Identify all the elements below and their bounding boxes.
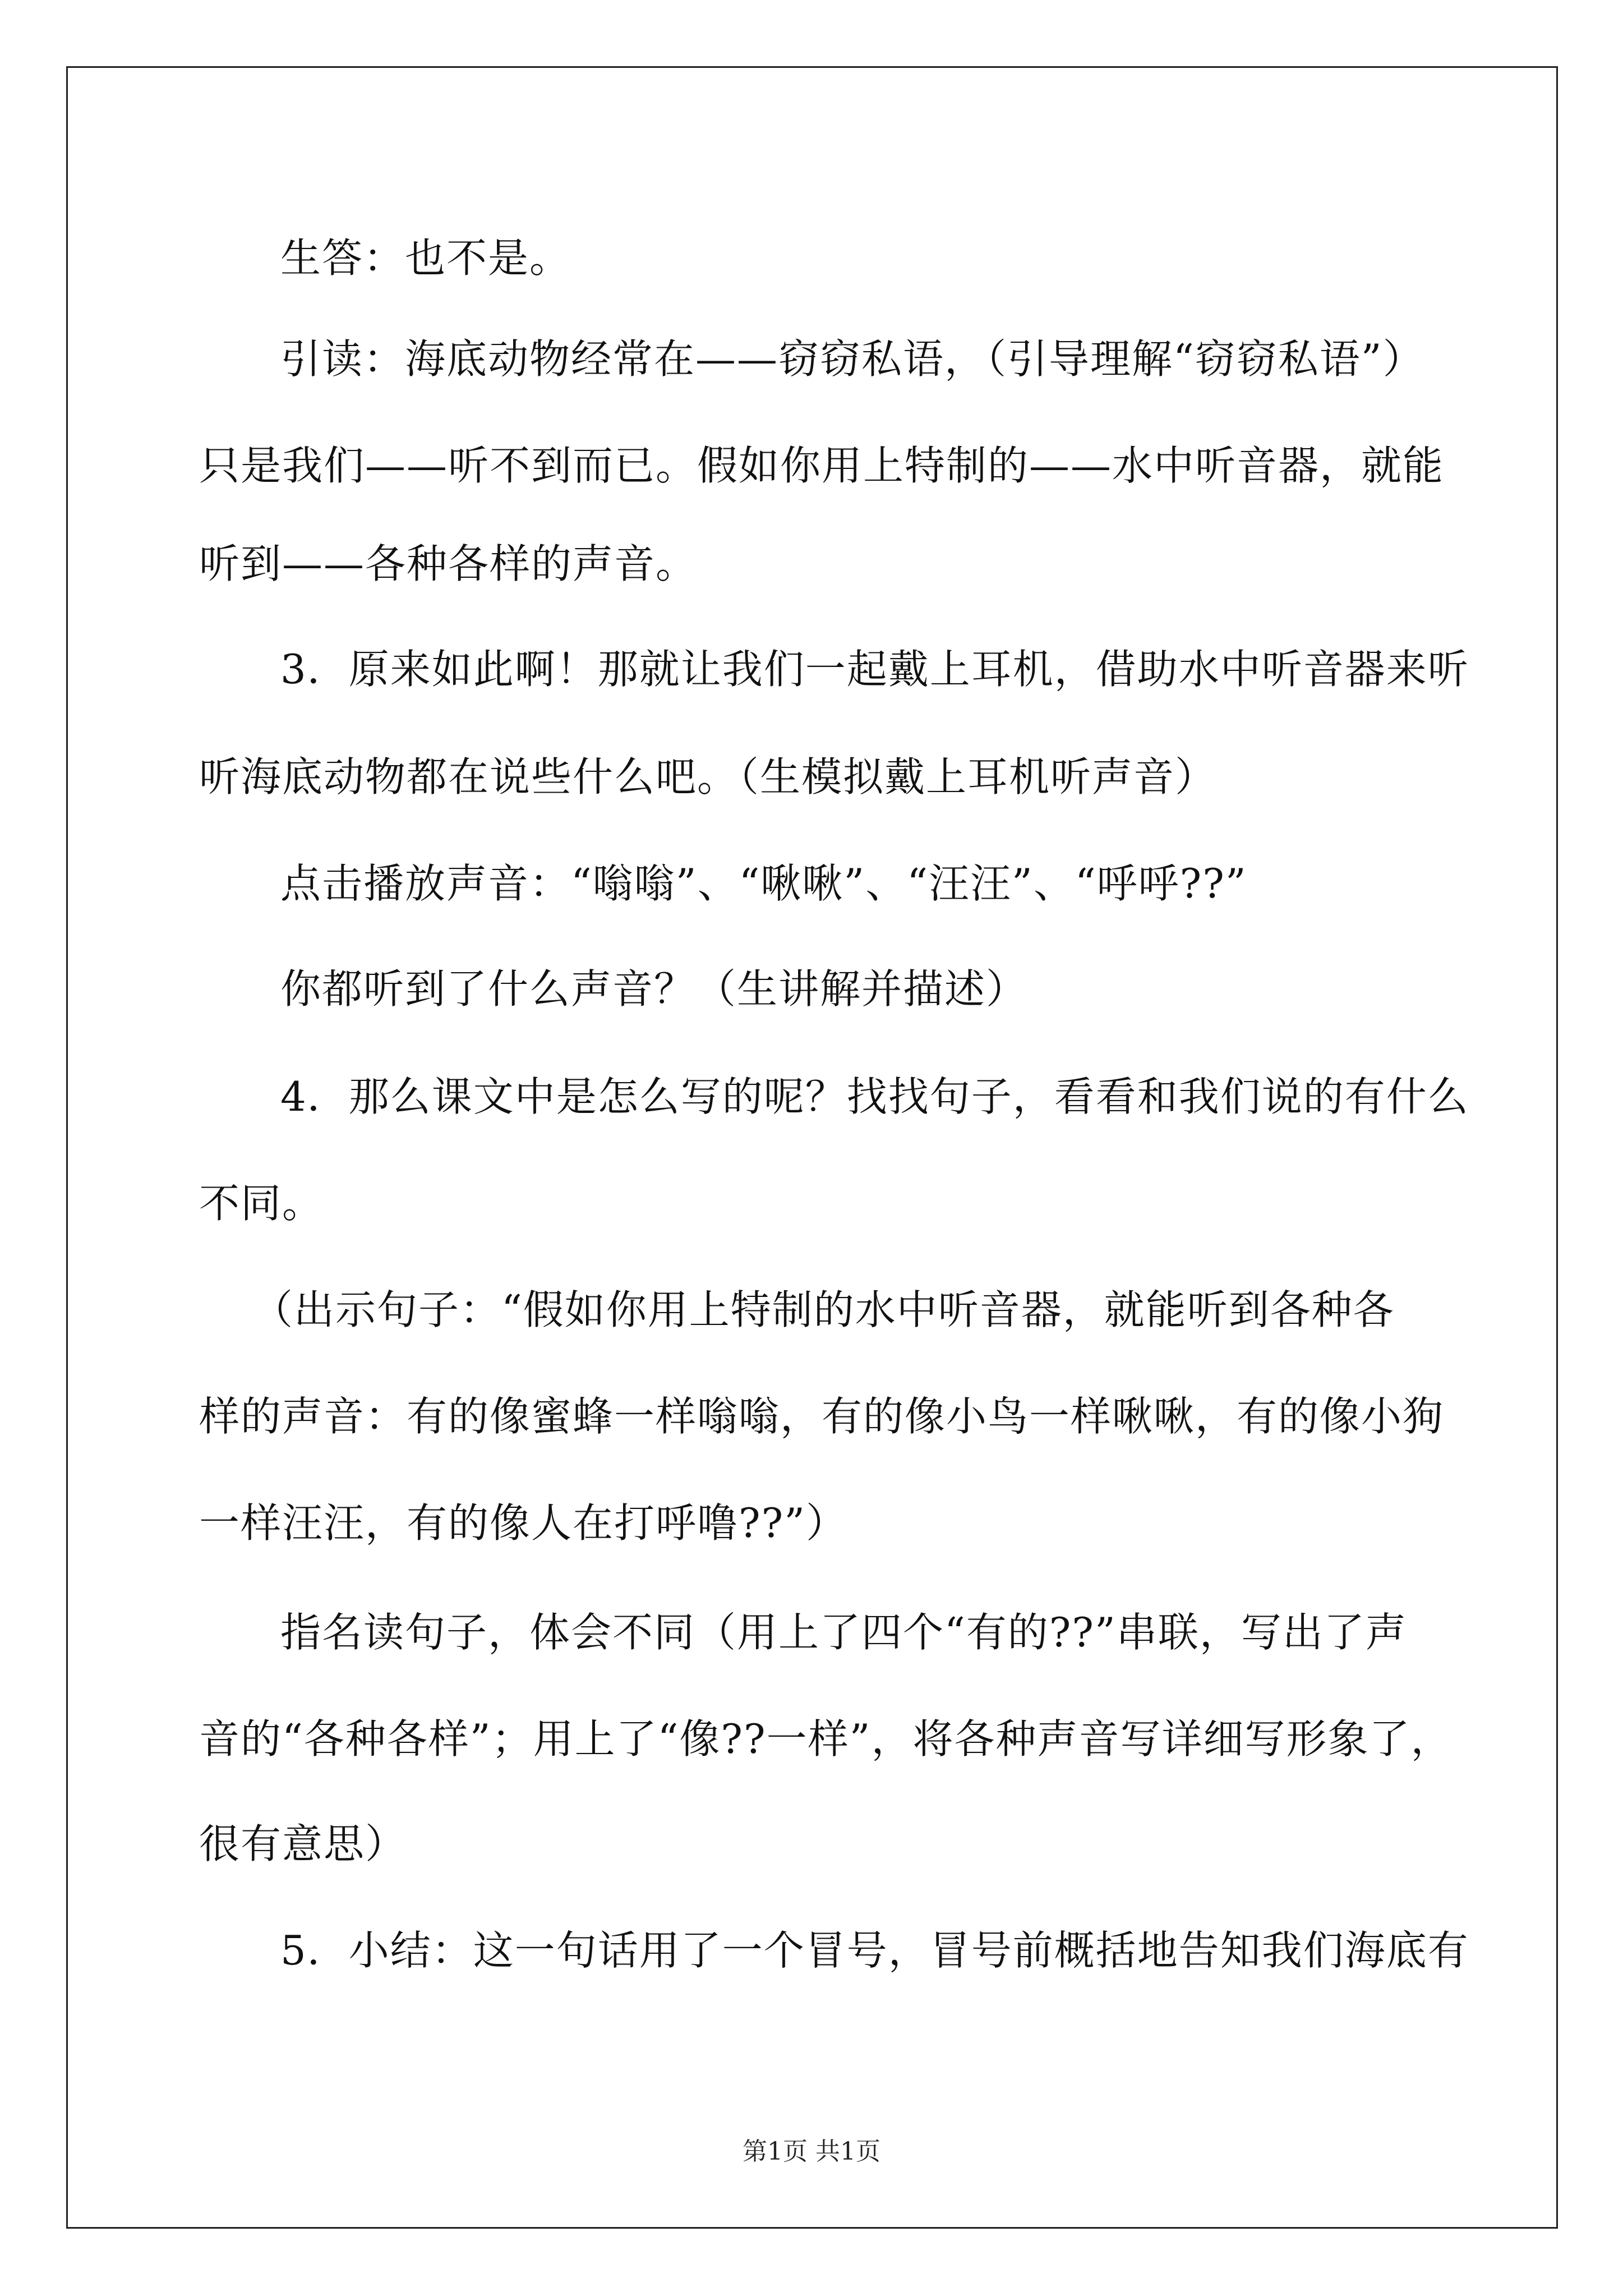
paragraph-line: 你都听到了什么声音？（生讲解并描述） xyxy=(280,965,1028,1013)
paragraph-line: 生答：也不是。 xyxy=(280,234,571,282)
paragraph-line: 很有意思） xyxy=(199,1820,407,1867)
paragraph-line: 3．原来如此啊！那就让我们一起戴上耳机，借助水中听音器来听 xyxy=(280,646,1469,693)
paragraph-line: 指名读句子，体会不同（用上了四个“有的??”串联，写出了声 xyxy=(280,1609,1407,1656)
paragraph-line: 4．那么课文中是怎么写的呢？找找句子，看看和我们说的有什么 xyxy=(280,1073,1469,1120)
page-number-footer: 第1页 共1页 xyxy=(743,2137,880,2166)
paragraph-line: 样的声音：有的像蜜蜂一样嗡嗡，有的像小鸟一样啾啾，有的像小狗 xyxy=(199,1393,1445,1440)
paragraph-line: 引读：海底动物经常在——窃窃私语，（引导理解“窃窃私语”） xyxy=(280,335,1424,383)
paragraph-line: 音的“各种各样”；用上了“像??一样”，将各种声音写详细写形象了， xyxy=(199,1715,1453,1763)
paragraph-line: 听到——各种各样的声音。 xyxy=(199,540,698,587)
page-border xyxy=(66,66,1558,2229)
paragraph-line: （出示句子：“假如你用上特制的水中听音器，就能听到各种各 xyxy=(252,1286,1395,1333)
paragraph-line: 一样汪汪，有的像人在打呼噜??”） xyxy=(199,1499,848,1547)
paragraph-line: 不同。 xyxy=(199,1180,324,1227)
paragraph-line: 听海底动物都在说些什么吧。（生模拟戴上耳机听声音） xyxy=(199,753,1217,800)
paragraph-line: 点击播放声音：“嗡嗡”、“啾啾”、“汪汪”、“呼呼??” xyxy=(280,860,1247,907)
paragraph-line: 5．小结：这一句话用了一个冒号，冒号前概括地告知我们海底有 xyxy=(280,1927,1469,1974)
paragraph-line: 只是我们——听不到而已。假如你用上特制的——水中听音器，就能 xyxy=(199,442,1445,489)
